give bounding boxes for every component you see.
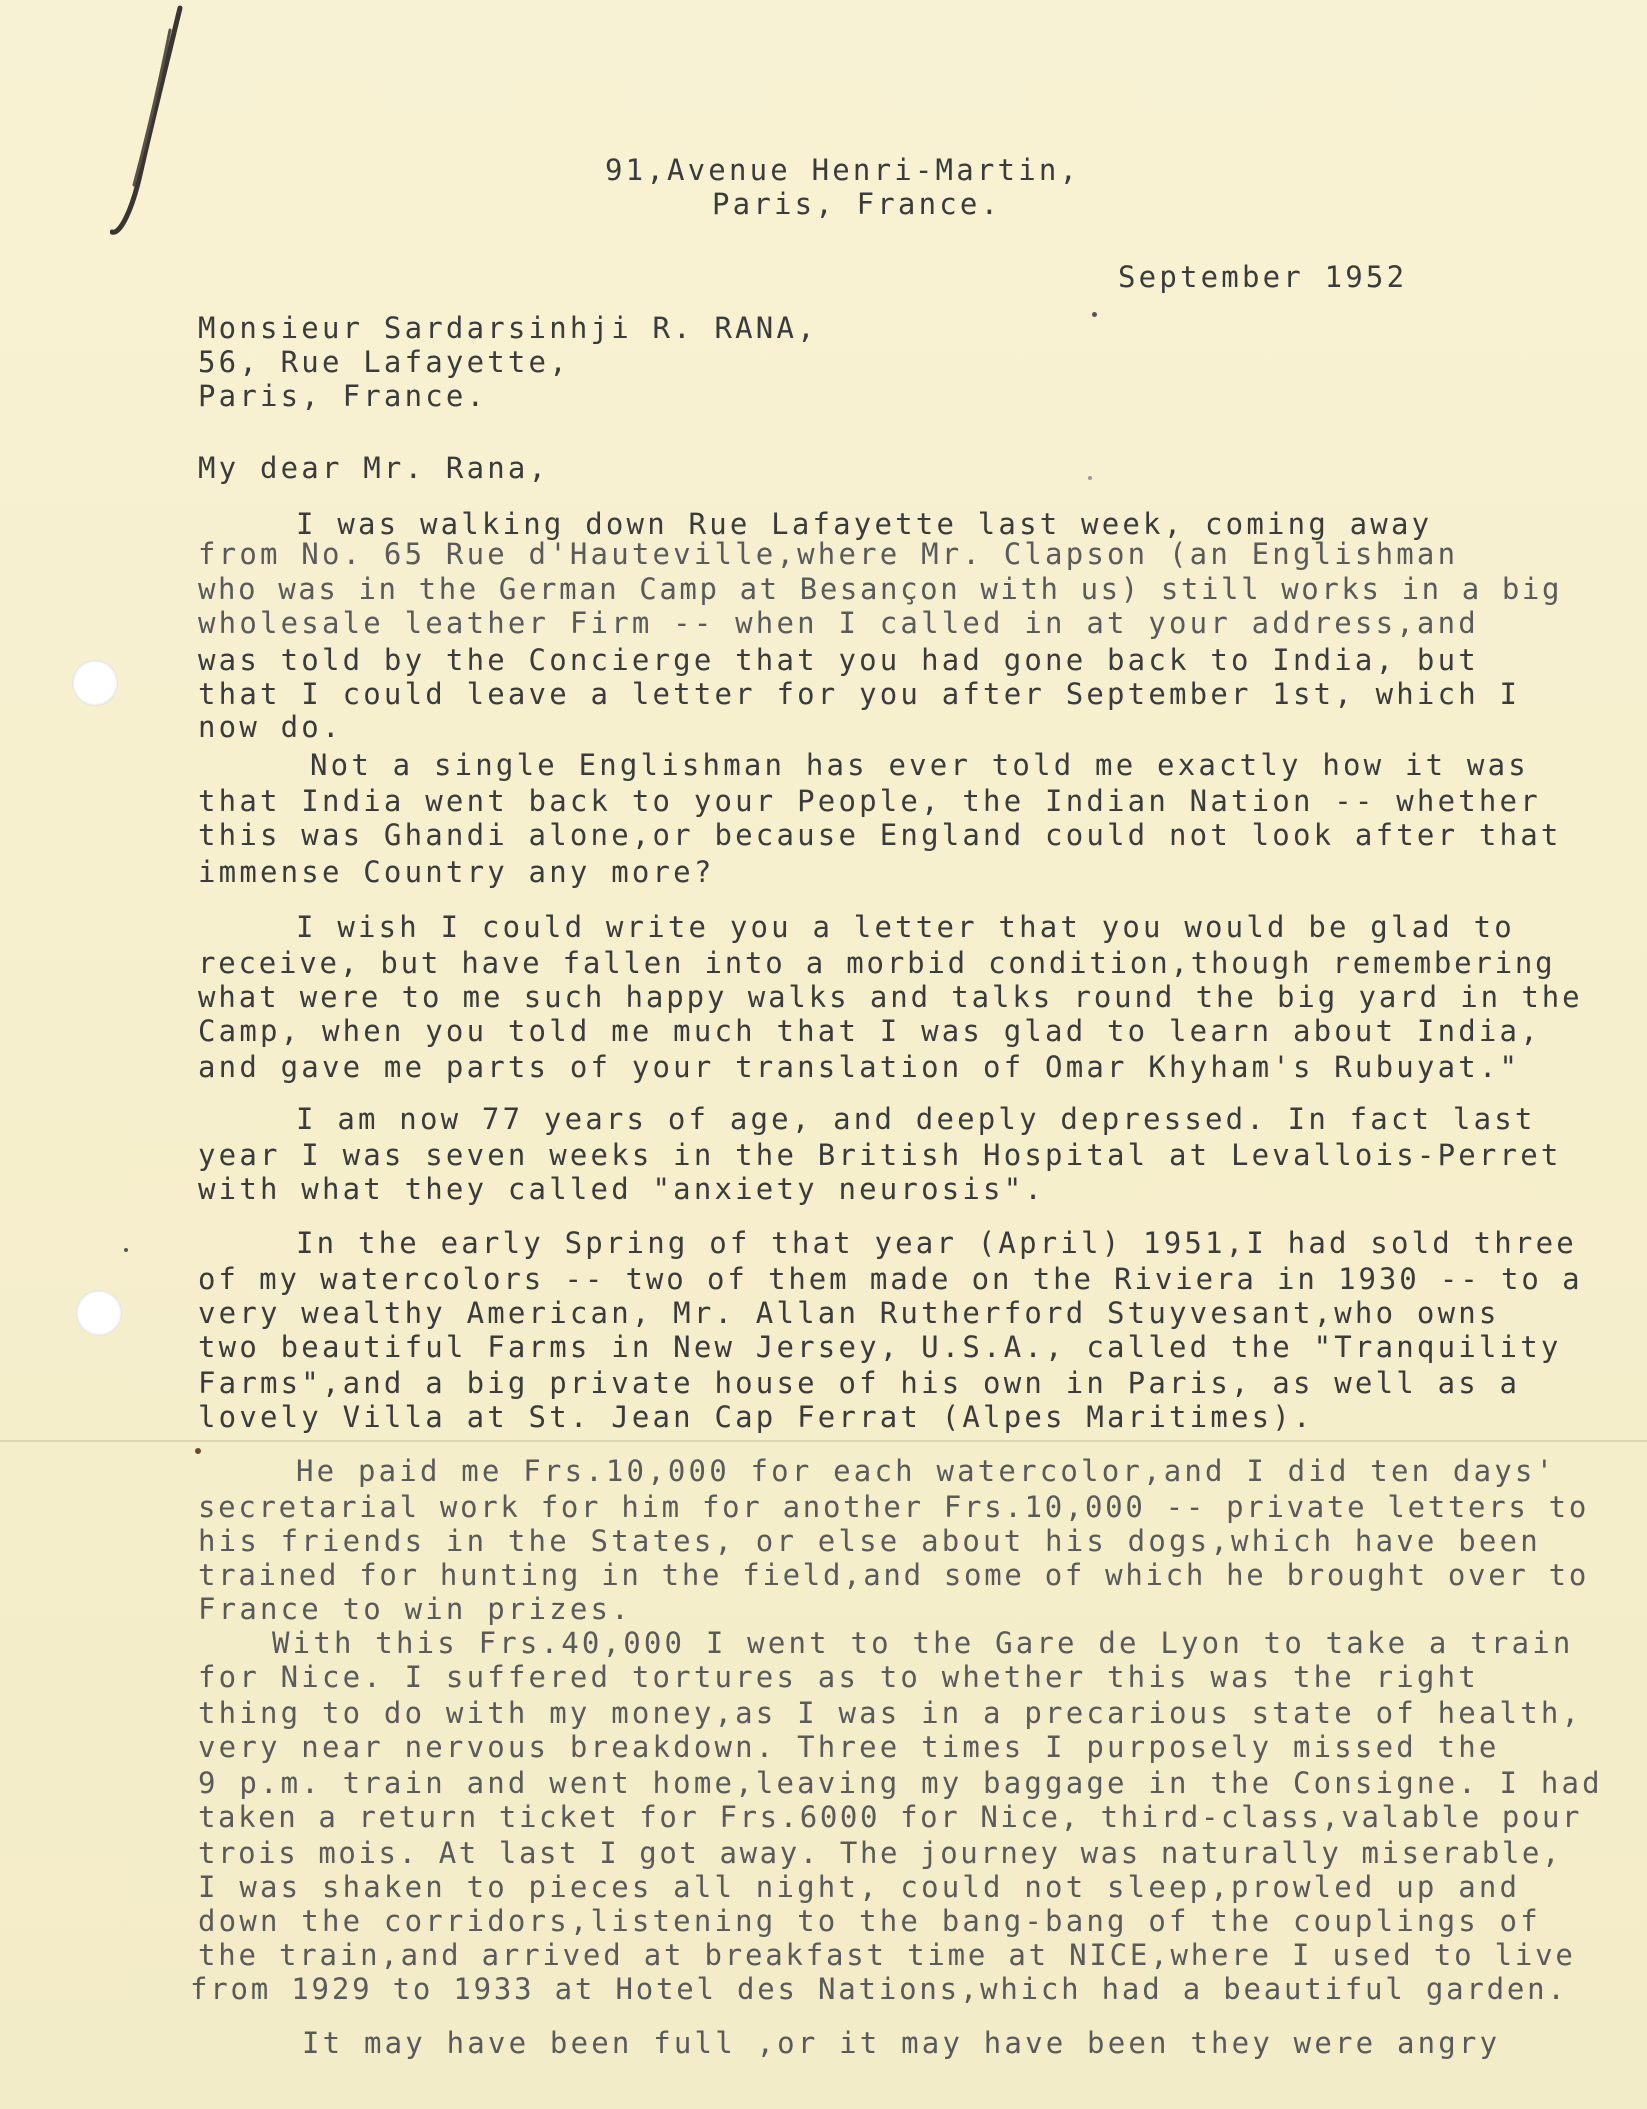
body-line: With this Frs.40,000 I went to the Gare de Lyon to take a train: [272, 1626, 1574, 1660]
recipient-line-1: Monsieur Sardarsinhji R. RANA,: [198, 311, 818, 345]
ink-mark: [195, 1448, 201, 1454]
body-line: 9 p.m. train and went home,leaving my baggage in the Consigne. I had: [198, 1766, 1603, 1800]
body-line: two beautiful Farms in New Jersey, U.S.A., called the "Tranquility: [198, 1330, 1562, 1364]
sender-address-line-2: Paris, France.: [712, 187, 1002, 221]
body-line: Farms",and a big private house of his own in Paris, as well as a: [198, 1366, 1521, 1400]
ink-mark: [1088, 476, 1092, 480]
paper-clip-icon: [110, 0, 200, 250]
body-line: what were to me such happy walks and talks round the big yard in the: [198, 980, 1583, 1014]
recipient-line-3: Paris, France.: [198, 379, 488, 413]
body-line: very near nervous breakdown. Three times I purposely missed the: [198, 1730, 1500, 1764]
body-line: He paid me Frs.10,000 for each watercolor,and I did ten days': [296, 1454, 1557, 1488]
body-line: I was shaken to pieces all night, could not sleep,prowled up and: [198, 1870, 1521, 1904]
body-line: taken a return ticket for Frs.6000 for Nice, third-class,valable pour: [198, 1800, 1583, 1834]
body-line: France to win prizes.: [198, 1592, 632, 1626]
body-line: who was in the German Camp at Besançon with us) still works in a big: [198, 572, 1563, 606]
body-line: receive, but have fallen into a morbid condition,though remembering: [198, 946, 1556, 980]
ink-mark: [124, 1248, 128, 1252]
body-line: immense Country any more?: [198, 855, 715, 889]
salutation: My dear Mr. Rana,: [198, 451, 550, 485]
body-line: and gave me parts of your translation of Omar Khyham's Rubuyat.": [198, 1050, 1521, 1084]
sender-address-line-1: 91,Avenue Henri-Martin,: [605, 153, 1081, 187]
body-line: that I could leave a letter for you after September 1st, which I: [198, 677, 1521, 711]
body-line: was told by the Concierge that you had gone back to India, but: [198, 643, 1479, 677]
paper-fold: [0, 1440, 1647, 1442]
punch-hole-bottom: [76, 1290, 122, 1336]
body-line: that India went back to your People, the Indian Nation -- whether: [198, 784, 1541, 818]
body-line: trois mois. At last I got away. The journey was naturally miserable,: [198, 1836, 1563, 1870]
body-line: very wealthy American, Mr. Allan Rutherford Stuyvesant,who owns: [198, 1296, 1500, 1330]
body-line: for Nice. I suffered tortures as to whether this was the right: [198, 1660, 1479, 1694]
body-line: now do.: [198, 710, 343, 744]
body-line: I was walking down Rue Lafayette last week, coming away: [296, 507, 1433, 541]
body-line: trained for hunting in the field,and some of which he brought over to: [198, 1558, 1590, 1592]
body-line: from 1929 to 1933 at Hotel des Nations,which had a beautiful garden.: [190, 1972, 1568, 2006]
body-line: Camp, when you told me much that I was glad to learn about India,: [198, 1014, 1541, 1048]
body-line: Not a single Englishman has ever told me exactly how it was: [310, 748, 1529, 782]
body-line: wholesale leather Firm -- when I called in at your address,and: [198, 606, 1479, 640]
body-line: lovely Villa at St. Jean Cap Ferrat (Alpes Maritimes).: [198, 1400, 1314, 1434]
recipient-line-2: 56, Rue Lafayette,: [198, 345, 570, 379]
body-line: secretarial work for him for another Frs.10,000 -- private letters to: [198, 1490, 1590, 1524]
body-line: I am now 77 years of age, and deeply depressed. In fact last: [296, 1102, 1536, 1136]
body-line: his friends in the States, or else about his dogs,which have been: [198, 1524, 1541, 1558]
punch-hole-top: [72, 660, 118, 706]
body-line: of my watercolors -- two of them made on the Riviera in 1930 -- to a: [198, 1262, 1583, 1296]
body-line: from No. 65 Rue d'Hauteville,where Mr. Clapson (an Englishman: [198, 537, 1459, 571]
body-line: It may have been full ,or it may have been they were angry: [302, 2026, 1501, 2060]
body-line: year I was seven weeks in the British Hospital at Levallois-Perret: [198, 1138, 1562, 1172]
body-line: In the early Spring of that year (April) 1951,I had sold three: [296, 1226, 1577, 1260]
body-line: this was Ghandi alone,or because England could not look after that: [198, 818, 1562, 852]
body-line: I wish I could write you a letter that you would be glad to: [296, 910, 1515, 944]
body-line: with what they called "anxiety neurosis".: [198, 1172, 1046, 1206]
body-line: the train,and arrived at breakfast time at NICE,where I used to live: [198, 1938, 1576, 1972]
ink-mark: [1092, 312, 1097, 317]
body-line: thing to do with my money,as I was in a precarious state of health,: [198, 1696, 1583, 1730]
body-line: down the corridors,listening to the bang-bang of the couplings of: [198, 1904, 1541, 1938]
letter-date: September 1952: [1118, 260, 1408, 294]
